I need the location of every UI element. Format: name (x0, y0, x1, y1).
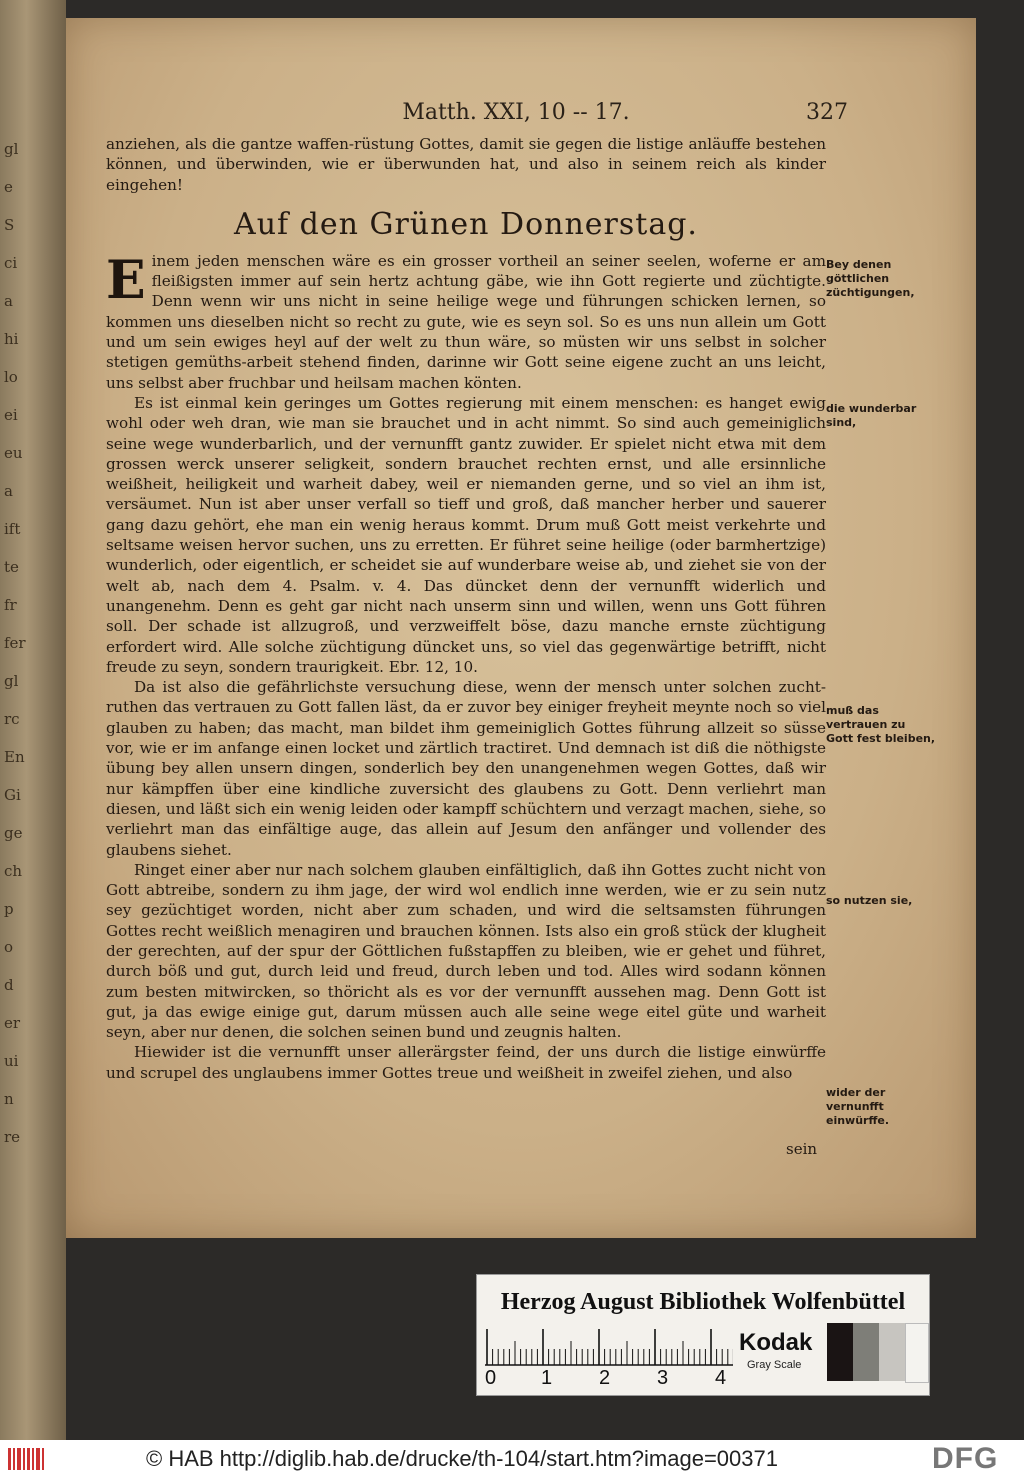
continuation-paragraph: anziehen, als die gantze waffen-rüstung Gottes, damit sie gegen die listige anläuffe bestehen können, und überwinden, wie er überwunden hat, und also in seinem reich als kinder eingehen! (106, 135, 826, 194)
drop-cap: E (106, 249, 146, 311)
ruler-labels (485, 1367, 745, 1391)
left-page-fragment: Gi (4, 786, 21, 804)
page-number: 327 (806, 100, 848, 125)
barcode-logo-icon (8, 1446, 48, 1472)
left-page-fragment: re (4, 1128, 21, 1146)
marginal-note-3: muß das vertrauen zu Gott fest bleiben, (826, 704, 936, 745)
ruler-label: 3 (657, 1367, 669, 1389)
swatch-mid-gray (853, 1323, 879, 1381)
scale-ruler (485, 1327, 733, 1367)
marginal-note-1: Bey denen göttlichen züchtigungen, (826, 258, 915, 299)
left-page-fragment: ift (4, 520, 21, 538)
left-page-fragment: S (4, 216, 15, 234)
left-page-fragment: e (4, 178, 13, 196)
left-page-fragment: ge (4, 824, 23, 842)
swatch-black (827, 1323, 853, 1381)
footer-bar (0, 1440, 1024, 1478)
left-page-fragment: o (4, 938, 14, 956)
paragraph-1-text: inem jeden menschen wäre es ein grosser vortheil an seiner seelen, woferne er am fleißigsten immer auf sein hertz achtung gäbe, wie ihn Gott regierte und züchtigte. Denn wenn wir uns nicht in seine heilige wege und führungen schicken lernen, so kommen uns dieselben nicht so recht zu gute, wie es seyn sol. So es uns nun allein um Gott und um sein ewiges heyl auf der welt zu thun wäre, so müsten wir uns selbst in solcher stetigen gemüths-arbeit stehend finden, darinne wir Gott seine eigene zucht an uns leicht, uns selbst aber fruchbar und heilsam machen könten. (106, 251, 826, 392)
ruler-ticks (485, 1327, 733, 1367)
gray-swatches (827, 1323, 927, 1381)
running-head: Matth. XXI, 10 -- 17. (402, 100, 630, 125)
paragraph-1 (106, 251, 826, 393)
left-page-fragment: a (4, 482, 13, 500)
left-page-fragment: rc (4, 710, 20, 728)
library-name: Herzog August Bibliothek Wolfenbüttel (500, 1289, 906, 1315)
left-page-fragment: ch (4, 862, 23, 880)
paragraph-5: Hiewider ist die vernunfft unser allerärgster feind, der uns durch die listige einwürffe und scrupel des unglaubens immer Gottes treue und weißheit in zweifel ziehen, und also (106, 1043, 826, 1082)
marginal-note-2: die wunderbar sind, (826, 402, 917, 429)
section-title: Auf den Grünen Donnerstag. (234, 206, 698, 242)
dfg-logo: DFG (932, 1442, 999, 1475)
paragraph-2: Es ist einmal kein geringes um Gottes regierung mit einem menschen: es hanget ewig wohl oder weh dran, wie man sie brauchet und in acht nimmt. So sind auch gemeiniglich seine wege wunderbarlich, und der vernunfft gantz zuwider. Er spielet nicht etwa mit dem grossen werck unserer seligkeit, sondern brauchet rechten ernst, und alle ersinnliche weißheit, heiligkeit und warheit dabey, weil er niemanden gerne, und so viel an ihm ist, versäumet. Nun ist aber unser verfall so tieff und groß, daß mancher herber und sauerer gang dazu gehört, ehe man ein wenig heraus kommt. Drum muß Gott meist verkehrte und seltsame weisen hervor suchen, uns zu erretten. Er führet seine heilige (oder barmhertzige) wunderlich, oder eigentlich, er scheidet sie auf wunderbare weise ab, und ziehet sie von der welt ab, nach dem 4. Psalm. v. 4. Das düncket denn der vernunfft widerlich und unangenehm. Denn es geht gar nicht nach unserm sinn und willen, wenn uns Gott führen soll. Der schade ist allzugroß, und verzweiffelt böse, dazu manche ernste züchtigung erfordert wird. Alle solche züchtigung düncket uns, so viel das gegenwärtige betrifft, nicht freude zu seyn, sondern traurigkeit. Ebr. 12, 10. (106, 393, 826, 676)
left-page-fragment: p (4, 900, 14, 918)
copyright-url: © HAB http://diglib.hab.de/drucke/th-104/start.htm?image=00371 (146, 1446, 778, 1471)
ruler-label: 1 (541, 1367, 553, 1389)
left-page-fragment: fer (4, 634, 26, 652)
left-page-fragment: te (4, 558, 19, 576)
left-page-fragment: ci (4, 254, 18, 272)
kodak-logo: Kodak (739, 1329, 813, 1356)
left-page-fragment: gl (4, 140, 19, 158)
left-page-fragment: ei (4, 406, 18, 424)
left-page-fragment: d (4, 976, 14, 994)
left-page-fragment: a (4, 292, 13, 310)
page-body (106, 134, 826, 1083)
left-page-fragment: lo (4, 368, 18, 386)
ruler-label: 2 (599, 1367, 611, 1389)
ruler-label: 4 (715, 1367, 727, 1389)
ruler-label: 0 (485, 1367, 497, 1389)
left-page-edge (0, 0, 66, 1440)
paragraph-4: Ringet einer aber nur nach solchem glauben einfältiglich, daß ihn Gottes zucht nicht von Gott abtreibe, sondern zu ihm jage, der wird wol endlich inne werden, wie er zu sein nutz sey gezüchtiget worden, nicht aber zum schaden, und wird die seltsamsten führungen Gottes recht weißlich menagiren und brauchen können. Ists also ein groß stück der klugheit der gerechten, auf der spur der Göttlichen fußstapffen zu bleiben, wie er gehet und führet, durch böß und gut, durch leid und freud, durch leben und tod. Alles wird sodann können zum besten mitwircken, so thöricht als es vor der vernunfft aussehen mag. Denn Gott ist gut, ja das ewige einige gut, darum müssen auch alle seine wege eitel güte und warheit seyn, aber nur denen, die solchen seinen bund und zeugnis halten. (106, 860, 826, 1042)
left-page-fragment: ui (4, 1052, 19, 1070)
marginal-note-5: wider der vernunfft einwürffe. (826, 1086, 890, 1127)
left-page-fragment: gl (4, 672, 19, 690)
catchword: sein (786, 1140, 818, 1158)
left-page-fragment: er (4, 1014, 21, 1032)
swatch-light-gray (879, 1323, 905, 1381)
document-page (66, 18, 976, 1238)
paragraph-3: Da ist also die gefährlichste versuchung diese, wenn der mensch unter solchen zucht-ruthen das vertrauen zu Gott fallen läst, da er zuvor bey einiger freyheit meynte noch so viel glauben zu haben; das macht, man bildet ihm gemeiniglich Gottes führung allzeit so süsse vor, wie er im anfange einen locket und zärtlich tractiret. Und demnach ist diß die nöthigste übung bey allen unsern dingen, sonderlich bey den unangenehmen wegen Gottes, daß wir nur kämpffen über eine kindliche zuversicht des glaubens zu Gott. Denn verliehrt man diesen, und läßt sich ein wenig leiden oder kampff schüchtern und verzagt machen, siehe, so verliehrt man das einfältige auge, das allein auf Jesum den anfänger und vollender des glaubens siehet. (106, 678, 826, 859)
left-page-fragment: En (4, 748, 25, 766)
left-page-fragment: n (4, 1090, 14, 1108)
left-page-fragment: eu (4, 444, 23, 462)
left-page-fragment: hi (4, 330, 19, 348)
marginal-note-4: so nutzen sie, (826, 894, 913, 907)
page-header (66, 100, 976, 130)
left-page-fragment: fr (4, 596, 17, 614)
library-color-card (476, 1274, 930, 1396)
swatch-white (905, 1323, 929, 1383)
gray-scale-label: Gray Scale (747, 1359, 802, 1371)
